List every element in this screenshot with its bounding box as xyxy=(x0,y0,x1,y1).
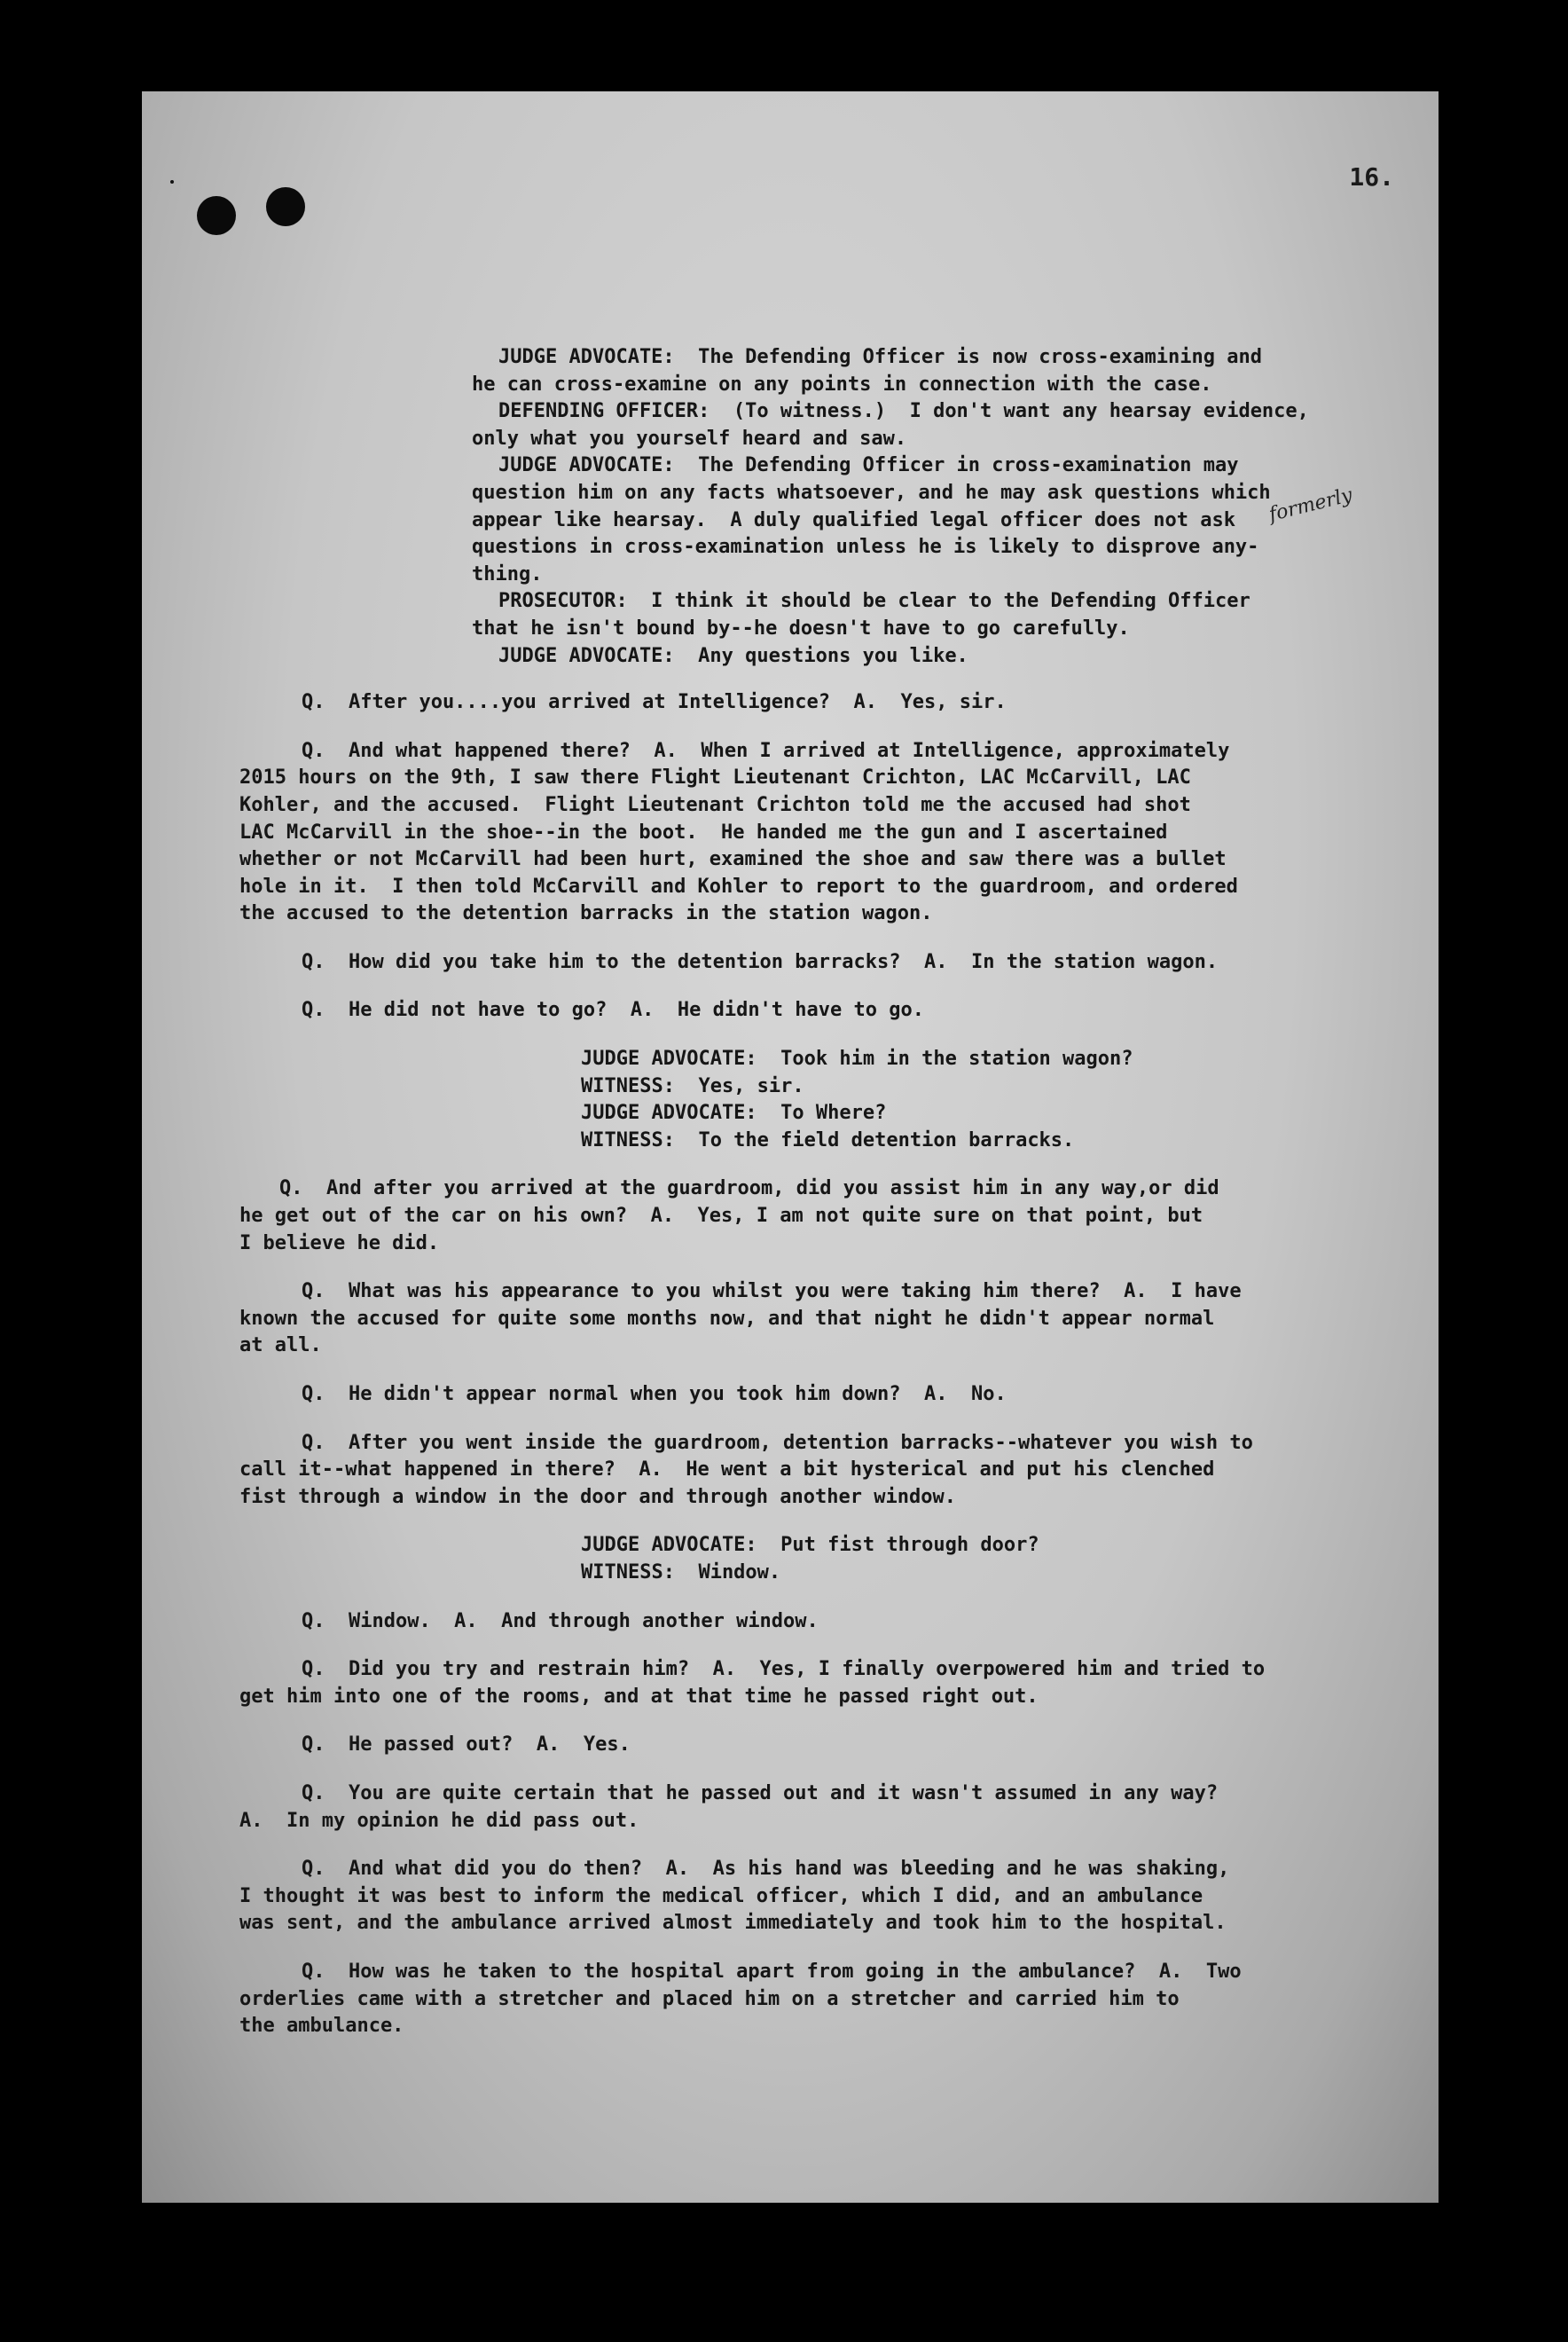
qa-line: fist through a window in the door and through another window. xyxy=(239,1485,956,1508)
qa-line: Q. How was he taken to the hospital apart from going in the ambulance? A. Two xyxy=(302,1960,1242,1983)
colloquy-line: thing. xyxy=(472,562,543,586)
qa-line: call it--what happened in there? A. He went a bit hysterical and put his clenched xyxy=(239,1458,1215,1481)
qa-line: Q. He did not have to go? A. He didn't have to go. xyxy=(302,999,924,1022)
qa-item xyxy=(239,949,1392,977)
qa-line: Q. You are quite certain that he passed out and it wasn't assumed in any way? xyxy=(302,1781,1219,1804)
qa-line: Q. And after you arrived at the guardroom, did you assist him in any way,or did xyxy=(279,1177,1219,1200)
qa-item xyxy=(239,689,1392,717)
qa-line: the accused to the detention barracks in the station wagon. xyxy=(239,902,933,925)
colloquy-line: WITNESS: To the field detention barracks. xyxy=(581,1128,1075,1151)
colloquy-line: appear like hearsay. A duly qualified legal officer does not ask xyxy=(472,508,1235,531)
punch-hole-right xyxy=(266,187,305,226)
qa-line: known the accused for quite some months now, and that night he didn't appear normal xyxy=(239,1307,1215,1330)
qa-item xyxy=(239,1732,1392,1759)
qa-item xyxy=(239,1430,1392,1512)
qa-line: Q. Window. A. And through another window. xyxy=(302,1609,819,1632)
qa-line: Q. Did you try and restrain him? A. Yes, I finally overpowered him and tried to xyxy=(302,1658,1266,1681)
qa-line: Q. After you went inside the guardroom, detention barracks--whatever you wish to xyxy=(302,1431,1253,1454)
colloquy-line: he can cross-examine on any points in connection with the case. xyxy=(472,373,1212,396)
qa-line: Q. What was his appearance to you whilst you were taking him there? A. I have xyxy=(302,1280,1242,1303)
qa-line: was sent, and the ambulance arrived almost immediately and took him to the hospital. xyxy=(239,1912,1227,1935)
qa-item xyxy=(239,1780,1392,1835)
qa-line: get him into one of the rooms, and at that time he passed right out. xyxy=(239,1685,1039,1708)
qa-item xyxy=(239,738,1392,928)
qa-block-1 xyxy=(239,689,1392,1025)
colloquy-block-2 xyxy=(239,1046,1392,1154)
page-number: 16. xyxy=(1349,162,1394,192)
colloquy-line: JUDGE ADVOCATE: The Defending Officer is now cross-examining and xyxy=(498,346,1262,368)
colloquy-line: WITNESS: Window. xyxy=(581,1560,781,1584)
qa-line: A. In my opinion he did pass out. xyxy=(239,1809,639,1832)
colloquy-line: only what you yourself heard and saw. xyxy=(472,427,907,450)
colloquy-line: JUDGE ADVOCATE: To Where? xyxy=(581,1102,887,1125)
punch-hole-left xyxy=(197,196,236,235)
qa-line: Q. He passed out? A. Yes. xyxy=(302,1733,631,1756)
colloquy-line: questions in cross-examination unless he is likely to disprove any- xyxy=(472,536,1259,559)
qa-line: hole in it. I then told McCarvill and Kohler to report to the guardroom, and ordered xyxy=(239,875,1238,898)
qa-item xyxy=(239,1175,1392,1257)
colloquy-line: that he isn't bound by--he doesn't have to go carefully. xyxy=(472,617,1130,640)
qa-line: he get out of the car on his own? A. Yes, I am not quite sure on that point, but xyxy=(239,1205,1203,1228)
qa-line: Q. He didn't appear normal when you took him down? A. No. xyxy=(302,1383,1007,1405)
qa-line: Q. And what did you do then? A. As his hand was bleeding and he was shaking, xyxy=(302,1858,1230,1881)
qa-block-2 xyxy=(239,1175,1392,1511)
colloquy-line: PROSECUTOR: I think it should be clear to the Defending Officer xyxy=(498,590,1250,613)
qa-block-3 xyxy=(239,1608,1392,2040)
colloquy-line: WITNESS: Yes, sir. xyxy=(581,1074,804,1097)
qa-item xyxy=(239,1656,1392,1710)
colloquy-line: DEFENDING OFFICER: (To witness.) I don't want any hearsay evidence, xyxy=(498,400,1309,423)
qa-item xyxy=(239,997,1392,1025)
handwritten-margin-note: formerly xyxy=(1266,483,1355,527)
qa-line: I believe he did. xyxy=(239,1231,440,1254)
colloquy-line: JUDGE ADVOCATE: Took him in the station wagon? xyxy=(581,1048,1133,1071)
qa-line: at all. xyxy=(239,1334,322,1357)
qa-line: Q. And what happened there? A. When I arrived at Intelligence, approximately xyxy=(302,739,1230,762)
qa-line: Q. How did you take him to the detention barracks? A. In the station wagon. xyxy=(302,950,1219,973)
qa-item xyxy=(239,1381,1392,1409)
qa-line: Kohler, and the accused. Flight Lieutenant Crichton told me the accused had shot xyxy=(239,793,1191,816)
colloquy-line: JUDGE ADVOCATE: Put fist through door? xyxy=(581,1534,1039,1557)
qa-line: I thought it was best to inform the medical officer, which I did, and an ambulance xyxy=(239,1884,1203,1907)
qa-line: whether or not McCarvill had been hurt, examined the shoe and saw there was a bullet xyxy=(239,848,1227,871)
page-speck xyxy=(170,180,174,184)
qa-item xyxy=(239,1278,1392,1360)
qa-line: 2015 hours on the 9th, I saw there Flight Lieutenant Crichton, LAC McCarvill, LAC xyxy=(239,766,1191,790)
qa-item xyxy=(239,1856,1392,1937)
colloquy-line: JUDGE ADVOCATE: Any questions you like. xyxy=(498,644,968,667)
transcript-body xyxy=(239,344,1392,2040)
colloquy-block-1 xyxy=(239,344,1392,670)
qa-line: LAC McCarvill in the shoe--in the boot. He handed me the gun and I ascertained xyxy=(239,821,1168,844)
qa-line: orderlies came with a stretcher and placed him on a stretcher and carried him to xyxy=(239,1987,1180,2010)
colloquy-block-3 xyxy=(239,1532,1392,1586)
qa-line: Q. After you....you arrived at Intelligence? A. Yes, sir. xyxy=(302,691,1007,714)
colloquy-line: JUDGE ADVOCATE: The Defending Officer in cross-examination may xyxy=(498,454,1239,477)
qa-item xyxy=(239,1608,1392,1636)
colloquy-line: question him on any facts whatsoever, and he may ask questions which xyxy=(472,481,1271,504)
document-page xyxy=(142,91,1439,2203)
qa-line: the ambulance. xyxy=(239,2015,404,2038)
qa-item xyxy=(239,1959,1392,2040)
